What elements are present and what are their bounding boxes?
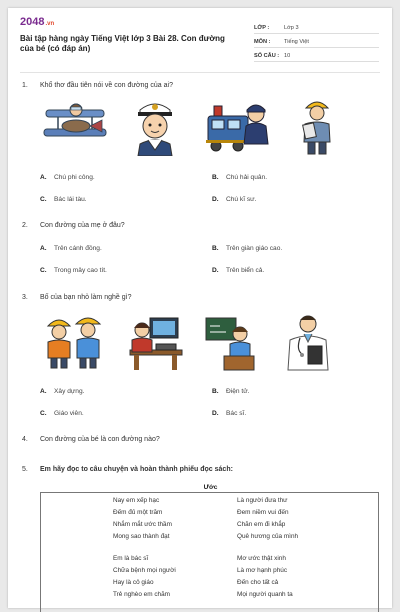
site-logo[interactable]: 2048.vn — [20, 16, 55, 28]
q1-option-a[interactable]: A. Chú phi công. — [40, 174, 95, 181]
teacher-icon — [204, 314, 256, 372]
q1-option-c[interactable]: C. Bác lái tàu. — [40, 196, 87, 203]
computer-worker-icon — [126, 312, 184, 372]
q3-option-c[interactable]: C. Giáo viên. — [40, 410, 84, 417]
poem-line: Nay em xếp hạc — [113, 497, 160, 504]
poem-line: Quê hương của mình — [237, 533, 299, 540]
train-driver-icon — [204, 96, 272, 154]
poem-line: Mọi người quanh ta — [237, 591, 293, 598]
page-title: Bài tập hàng ngày Tiếng Việt lớp 3 Bài 28. Con đường của bé (có đáp án) — [20, 34, 225, 53]
meta-grade: LỚP : Lớp 3 — [254, 22, 379, 34]
header-divider — [20, 72, 380, 73]
poem-box — [40, 484, 379, 612]
navy-sailor-icon — [130, 94, 180, 156]
doctor-icon — [282, 310, 334, 372]
poem-line: Mong sao thành đạt — [113, 533, 170, 540]
question-1: 1. Khổ thơ đầu tiên nói về con đường của ai? — [22, 82, 173, 89]
question-4: 4. Con đường của bé là con đường nào? — [22, 436, 160, 443]
question-3: 3. Bố của bạn nhỏ làm nghề gì? — [22, 294, 132, 301]
q1-option-d[interactable]: D. Chú kĩ sư. — [212, 196, 257, 203]
poem-line: Chữa bệnh mọi người — [113, 567, 176, 574]
worksheet — [8, 8, 392, 608]
q3-option-a[interactable]: A. Xây dựng. — [40, 388, 85, 395]
q3-option-d[interactable]: D. Bác sĩ. — [212, 410, 247, 417]
poem-line: Nhắm mắt ước thầm — [113, 521, 172, 528]
q2-option-d[interactable]: D. Trên biển cả. — [212, 267, 265, 274]
question-5: 5. Em hãy đọc to câu chuyện và hoàn thành phiếu đọc sách: — [22, 466, 233, 473]
meta-subject: MÔN : Tiếng Việt — [254, 36, 379, 48]
poem-line: Đến cho tất cả — [237, 579, 279, 586]
poem-line: Là mơ hạnh phúc — [237, 567, 288, 574]
meta-question-count: SỐ CÂU : 10 — [254, 50, 379, 62]
q3-option-b[interactable]: B. Điện tử. — [212, 388, 250, 395]
construction-workers-icon — [44, 312, 104, 370]
poem-title: Ước — [203, 484, 218, 491]
q2-option-c[interactable]: C. Trong mây cao tít. — [40, 267, 107, 274]
poem-line: Đếm đủ một trăm — [113, 509, 163, 516]
pilot-biplane-icon — [40, 96, 110, 152]
question-2: 2. Con đường của mẹ ở đâu? — [22, 222, 125, 229]
poem-line: Hay là cô giáo — [113, 579, 154, 586]
header — [8, 8, 392, 70]
poem-line: Em là bác sĩ — [113, 555, 149, 562]
poem-line: Trẻ nghèo em chăm — [113, 591, 170, 598]
q1-option-b[interactable]: B. Chú hải quân. — [212, 174, 268, 181]
engineer-icon — [300, 96, 334, 156]
poem-line: Là người đưa thư — [237, 497, 288, 504]
poem-line: Đem niềm vui đến — [237, 509, 289, 516]
poem-line: Chăn em đi khắp — [237, 521, 286, 528]
q2-option-a[interactable]: A. Trên cánh đồng. — [40, 245, 102, 252]
q2-option-b[interactable]: B. Trên giàn giáo cao. — [212, 245, 283, 252]
poem-line: Mơ ước thật xinh — [237, 555, 286, 562]
